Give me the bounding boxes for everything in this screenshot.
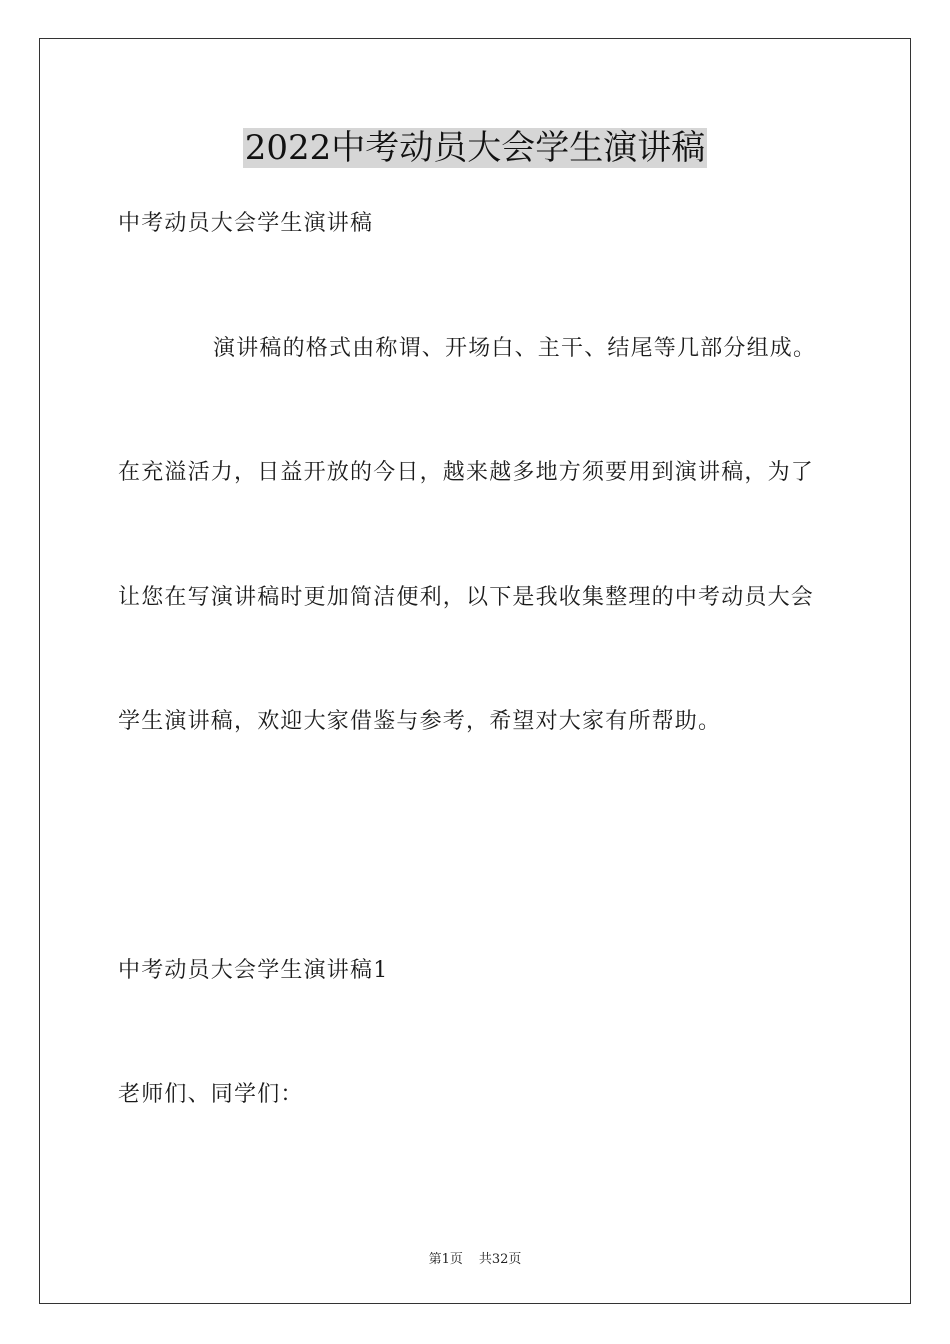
intro-line-3: 让您在写演讲稿时更加简洁便利，以下是我收集整理的中考动员大会 <box>118 585 815 610</box>
title-container <box>0 128 950 168</box>
page-number: 第1页 <box>428 1252 463 1267</box>
section-heading: 中考动员大会学生演讲稿1 <box>118 958 389 983</box>
intro-line-4: 学生演讲稿，欢迎大家借鉴与参考，希望对大家有所帮助。 <box>118 709 722 734</box>
document-subtitle: 中考动员大会学生演讲稿 <box>118 211 374 236</box>
intro-line-1: 演讲稿的格式由称谓、开场白、主干、结尾等几部分组成。 <box>213 336 817 361</box>
page-footer <box>0 1248 950 1267</box>
intro-line-2: 在充溢活力，日益开放的今日，越来越多地方须要用到演讲稿，为了 <box>118 460 815 485</box>
page-total: 共32页 <box>478 1252 522 1267</box>
document-title: 2022中考动员大会学生演讲稿 <box>244 128 706 168</box>
salutation: 老师们、同学们： <box>118 1082 304 1107</box>
